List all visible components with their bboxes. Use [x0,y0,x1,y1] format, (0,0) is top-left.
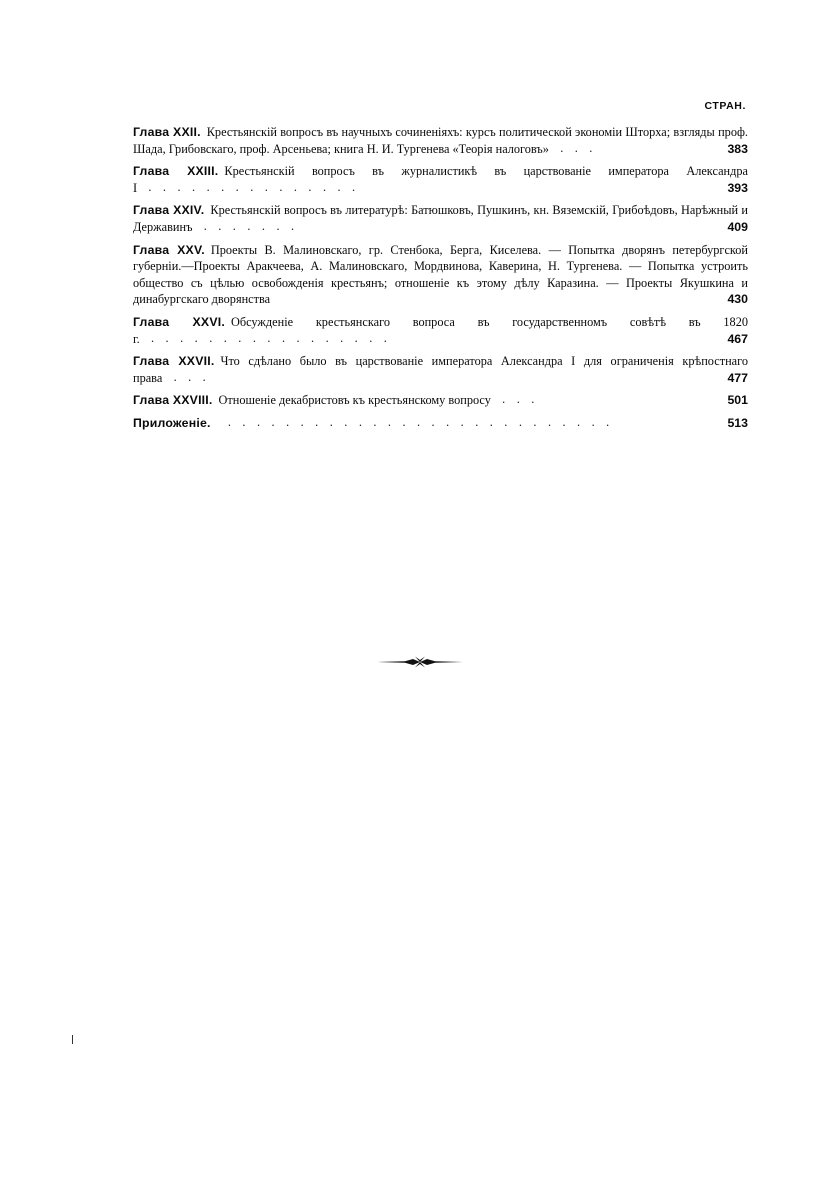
leader-dots: . . . . . . . . . . . . . . . . . [143,330,392,345]
toc-entry-23[interactable] [133,163,748,196]
toc-entry-28[interactable] [133,392,748,409]
chapter-label: Глава XXIII. [133,164,219,179]
chapter-label: Глава XXVII. [133,354,215,369]
chapter-title: Крестьянскiй вопросъ въ литературѣ: Батюшковъ, Пушкинъ, кн. Вяземскiй, Грибоѣдовъ, Нарѣжный и Державинъ [133,203,748,234]
leader-dots: . . . . . . . . . . . . . . . [141,179,360,194]
chapter-label: Глава XXII. [133,125,201,139]
chapter-title: Крестьянскiй вопросъ въ журналистикѣ въ царствованiе императора Александра I [133,164,748,195]
page-number: 393 [727,180,748,195]
toc-entry-26[interactable] [133,314,748,347]
chapter-label: Приложенiе. [133,415,211,430]
page-number: 477 [727,370,748,385]
page-edge-mark [72,1035,73,1044]
chapter-label: Глава XXV. [133,242,205,257]
ornament-icon [375,655,465,669]
page-number: 467 [727,331,748,346]
toc-entry-22[interactable] [133,124,748,157]
chapter-title: Проекты В. Малиновскаго, гр. Стенбока, Берга, Киселева. — Попытка дворянъ петербургской губернiи.—Проекты Аракчеева, А. Малиновскаго, Мордвинова, Каверина, Н. Тургенева. — Попытка устроить общество съ цѣлью освобожденiя крестьянъ; отношенiе къ этому дѣлу Каразина. — Проекты Якушкина и динабургскаго дворянства [133,242,749,307]
toc-entry-25[interactable] [133,242,748,308]
page-number: 383 [727,141,748,156]
toc-entry-27[interactable] [133,353,748,386]
toc-entry-24[interactable] [133,202,748,235]
decorative-ornament [375,655,465,669]
leader-dots: . . . [166,369,210,384]
chapter-label: Глава XXIV. [133,203,205,218]
page-number: 501 [727,393,748,408]
chapter-title: Что сдѣлано было въ царствованiе императора Александра I для ограниченiя крѣпостнаго права [133,354,748,385]
page-number: 430 [727,292,748,307]
table-of-contents [133,100,748,438]
leader-dots: . . . . . . . . . . . . . . . . . . . . . . . . . . . [220,414,614,429]
page-number: 513 [727,415,748,430]
column-header-stran: СТРАН. [704,100,746,112]
chapter-title: Обсужденiе крестьянскаго вопроса въ государственномъ совѣтѣ въ 1820 г. [133,314,748,346]
leader-dots: . . . [494,392,539,407]
chapter-title: Крестьянскiй вопросъ въ научныхъ сочиненiяхъ: курсъ политической экономiи Шторха; взгляды проф. Шада, Грибовскаго, проф. Арсеньева; книга Н. И. Тургенева «Теорiя налоговъ» [133,125,749,156]
toc-entry-appendix[interactable] [133,415,748,432]
leader-dots: . . . . . . . [196,218,299,233]
chapter-label: Глава XXVIII. [133,393,213,408]
leader-dots: . . . [552,140,597,155]
page-number: 409 [727,219,748,234]
chapter-label: Глава XXVI. [133,314,225,329]
chapter-title: Отношенiе декабристовъ къ крестьянскому вопросу [218,393,491,408]
